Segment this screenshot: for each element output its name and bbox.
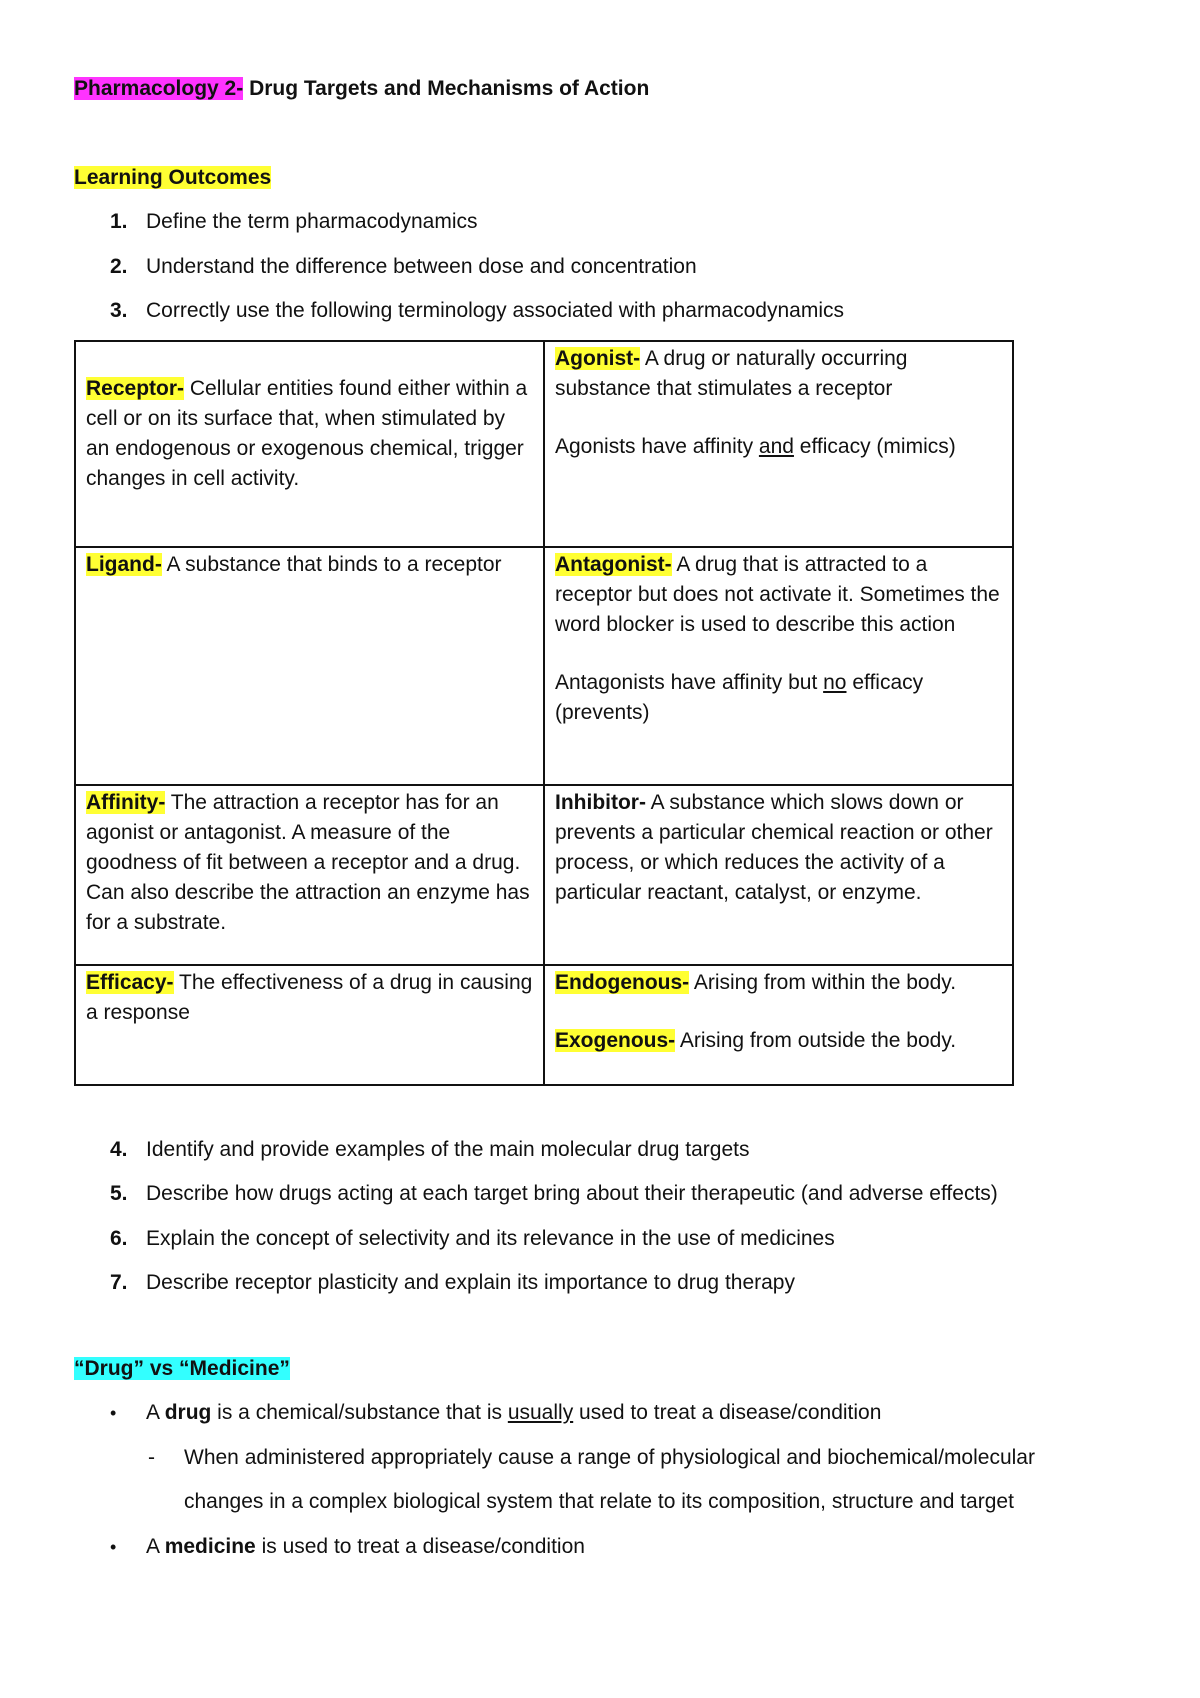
outcome-number: 2.: [110, 255, 128, 278]
outcome-text: Describe receptor plasticity and explain its importance to drug therapy: [146, 1271, 795, 1294]
table-cell-efficacy: Efficacy- The effectiveness of a drug in causing a response: [75, 965, 544, 1085]
outcome-text: Understand the difference between dose and concentration: [146, 255, 697, 278]
outcome-text: Identify and provide examples of the main molecular drug targets: [146, 1138, 750, 1161]
page-title: [74, 75, 649, 103]
bullet-icon: •: [110, 1403, 117, 1423]
table-row: [75, 547, 1013, 785]
table-cell-inhibitor: Inhibitor- A substance which slows down or prevents a particular chemical reaction or other process, or which reduces the activity of a particular reactant, catalyst, or enzyme.: [544, 785, 1013, 965]
outcome-number: 6.: [110, 1227, 128, 1250]
table-cell-agonist: Agonist- A drug or naturally occurring substance that stimulates a receptor Agonists have affinity and efficacy (mimics): [544, 341, 1013, 547]
sub-point-line: When administered appropriately cause a range of physiological and biochemical/molecular: [184, 1446, 1035, 1469]
table-cell-endo-exo: Endogenous- Arising from within the body. Exogenous- Arising from outside the body.: [544, 965, 1013, 1085]
outcome-number: 1.: [110, 210, 128, 233]
outcome-number: 7.: [110, 1271, 128, 1294]
bullet-icon: •: [110, 1537, 117, 1557]
outcome-number: 5.: [110, 1182, 128, 1205]
table-cell-antagonist: Antagonist- A drug that is attracted to a receptor but does not activate it. Sometimes the word blocker is used to describe this action Antagonists have affinity but no efficacy (prevents): [544, 547, 1013, 785]
dash-icon: -: [148, 1446, 155, 1469]
table-row: [75, 785, 1013, 965]
title-rest: Drug Targets and Mechanisms of Action: [243, 77, 650, 100]
drug-vs-medicine-heading: “Drug” vs “Medicine”: [74, 1357, 290, 1380]
outcome-text: Define the term pharmacodynamics: [146, 210, 478, 233]
title-highlight: Pharmacology 2-: [74, 77, 244, 100]
outcome-number: 3.: [110, 299, 128, 322]
table-row: [75, 965, 1013, 1085]
table-cell-ligand: Ligand- A substance that binds to a receptor: [75, 547, 544, 785]
sub-point-line: changes in a complex biological system that relate to its composition, structure and target: [184, 1490, 1014, 1513]
outcome-text: Explain the concept of selectivity and its relevance in the use of medicines: [146, 1227, 835, 1250]
terminology-table: [74, 340, 1014, 1086]
table-cell-affinity: Affinity- The attraction a receptor has for an agonist or antagonist. A measure of the goodness of fit between a receptor and a drug. Can also describe the attraction an enzyme has for a substrate.: [75, 785, 544, 965]
outcome-text: Correctly use the following terminology associated with pharmacodynamics: [146, 299, 844, 322]
outcome-text: Describe how drugs acting at each target bring about their therapeutic (and adverse effects): [146, 1182, 998, 1205]
table-row: [75, 341, 1013, 547]
medicine-definition: A medicine is used to treat a disease/condition: [146, 1535, 585, 1558]
outcome-number: 4.: [110, 1138, 128, 1161]
table-cell-receptor: Receptor- Cellular entities found either within a cell or on its surface that, when stimulated by an endogenous or exogenous chemical, trigger changes in cell activity.: [75, 341, 544, 547]
drug-definition: A drug is a chemical/substance that is usually used to treat a disease/condition: [146, 1401, 882, 1424]
learning-outcomes-heading: Learning Outcomes: [74, 166, 272, 189]
